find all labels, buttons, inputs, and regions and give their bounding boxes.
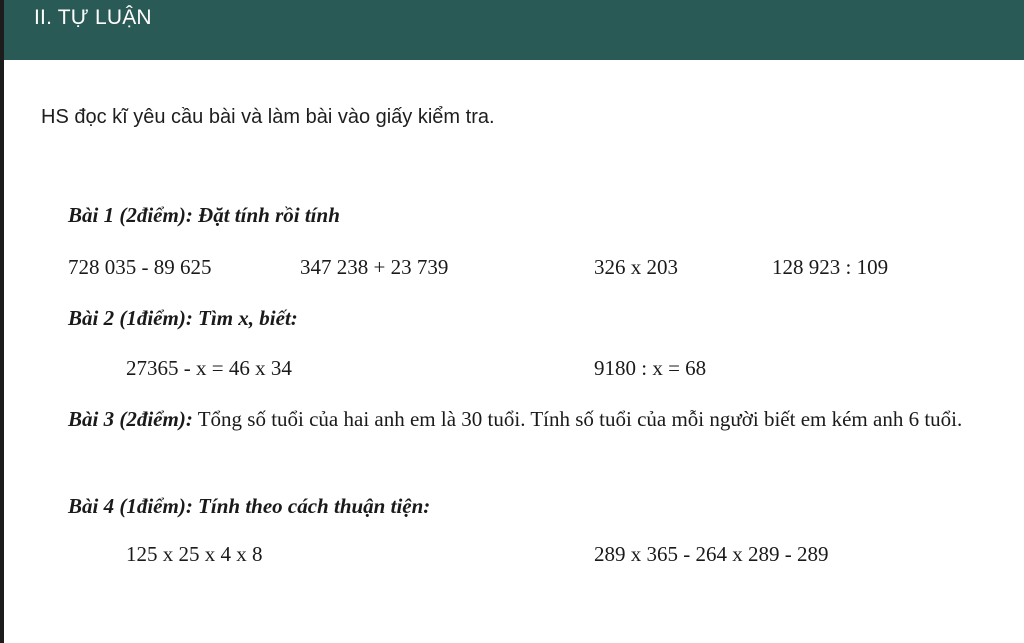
bai-2-heading: Bài 2 (1điểm): Tìm x, biết:: [68, 306, 298, 330]
bai-3-text: Tổng số tuổi của hai anh em là 30 tuổi. Tính số tuổi của mỗi người biết em kém anh 6 tuổi.: [197, 407, 963, 431]
bai-3-paragraph: [68, 403, 978, 436]
bai-4-expression-2: 289 x 365 - 264 x 289 - 289: [594, 542, 829, 566]
bai-1-heading: Bài 1 (2điểm): Đặt tính rồi tính: [68, 203, 340, 227]
bai-3-heading: Bài 3 (2điểm):: [68, 407, 193, 431]
bai-2-expression-1: 27365 - x = 46 x 34: [126, 356, 292, 380]
bai-4-expression-1: 125 x 25 x 4 x 8: [126, 542, 263, 566]
section-title: II. TỰ LUẬN: [34, 6, 152, 29]
bai-1-expression-3: 326 x 203: [594, 255, 678, 279]
bai-1-expression-1: 728 035 - 89 625: [68, 255, 212, 279]
instructions-text: HS đọc kĩ yêu cầu bài và làm bài vào giấy kiểm tra.: [41, 106, 495, 128]
bai-2-expression-2: 9180 : x = 68: [594, 356, 707, 380]
window-left-edge: [0, 0, 4, 643]
section-header: [4, 0, 1024, 60]
bai-1-expression-4: 128 923 : 109: [772, 255, 889, 279]
bai-4-heading: Bài 4 (1điểm): Tính theo cách thuận tiện:: [68, 494, 431, 518]
bai-1-expression-2: 347 238 + 23 739: [300, 255, 449, 279]
